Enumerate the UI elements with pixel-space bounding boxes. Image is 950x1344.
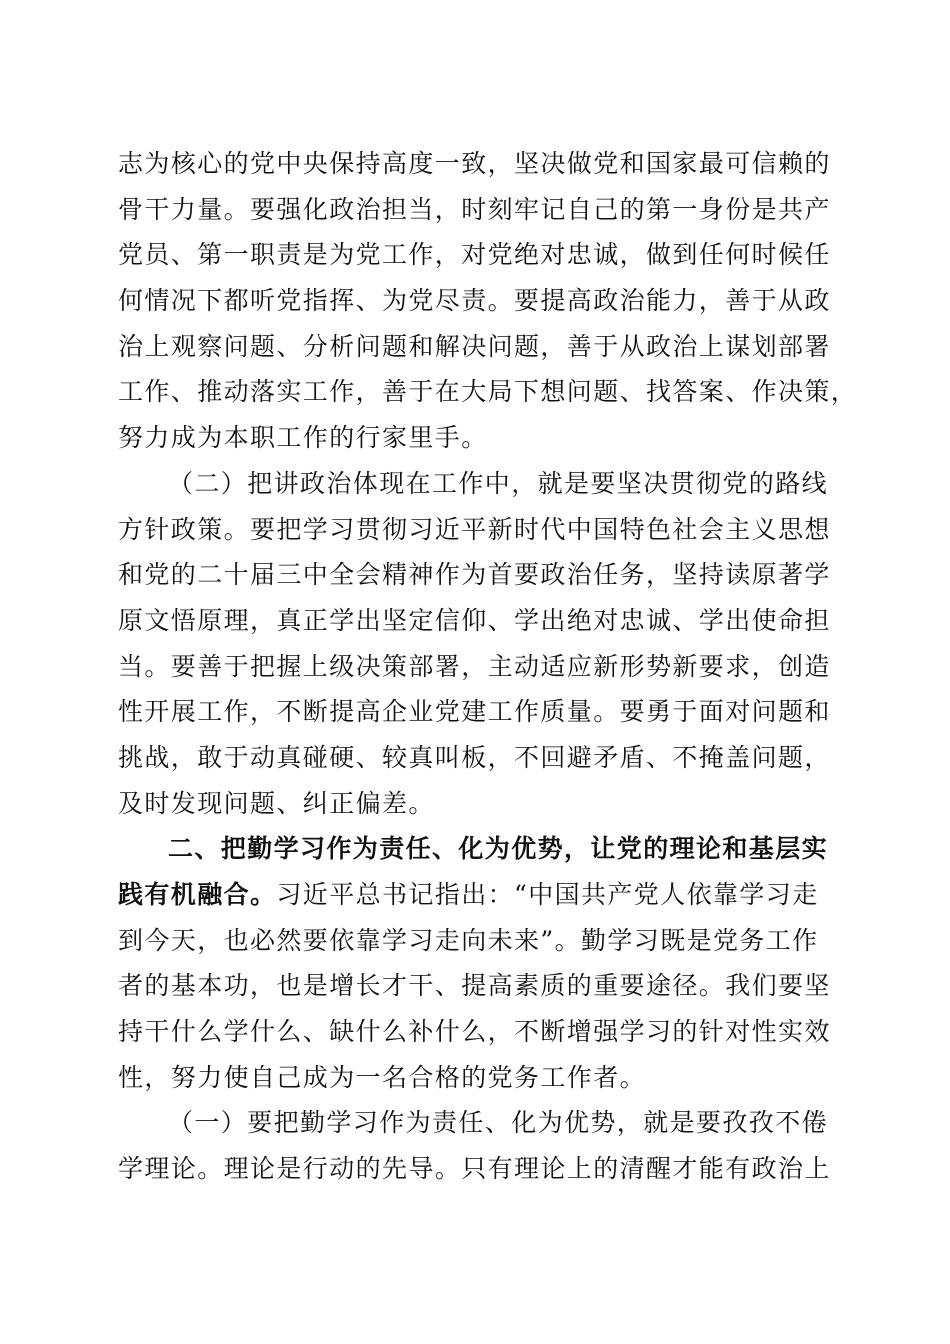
- subsection-heading-line: （一）要把勤学习作为责任、化为优势，就是要孜孜不倦: [168, 1108, 829, 1138]
- text-line: 学理论。理论是行动的先导。只有理论上的清醒才能有政治上: [118, 1154, 831, 1184]
- text-line: 性，努力使自己成为一名合格的党务工作者。: [118, 1062, 647, 1092]
- text-line: 当。要善于把握上级决策部署，主动适应新形势新要求，创造: [118, 651, 831, 681]
- section-heading-text: 践有机融合。: [118, 880, 277, 909]
- text-line: 治上观察问题、分析问题和解决问题，善于从政治上谋划部署: [118, 331, 831, 361]
- subsection-heading-line: （二）把讲政治体现在工作中，就是要坚决贯彻党的路线: [168, 468, 829, 498]
- text-line: 方针政策。要把学习贯彻习近平新时代中国特色社会主义思想: [118, 514, 831, 544]
- text-line: 原文悟原理，真正学出坚定信仰、学出绝对忠诚、学出使命担: [118, 605, 831, 635]
- text-line: 持干什么学什么、缺什么补什么，不断增强学习的针对性实效: [118, 1017, 831, 1047]
- text-line: 志为核心的党中央保持高度一致，坚决做党和国家最可信赖的: [118, 149, 831, 178]
- text-line: 者的基本功，也是增长才干、提高素质的重要途径。我们要坚: [118, 971, 831, 1001]
- section-heading-text: 二、把勤学习作为责任、化为优势，让党的理论和基层实: [168, 834, 829, 864]
- text-line: [118, 872, 830, 918]
- section-heading-line: [118, 826, 830, 872]
- text-line: 性开展工作，不断提高企业党建工作质量。要勇于面对问题和: [118, 697, 831, 727]
- text-line: 到今天，也必然要依靠学习走向未来”。勤学习既是党务工作: [118, 925, 819, 955]
- text-line: 努力成为本职工作的行家里手。: [118, 423, 488, 453]
- body-text: [118, 141, 858, 1192]
- text-line: 党员、第一职责是为党工作，对党绝对忠诚，做到任何时候任: [118, 240, 831, 270]
- text-line: 工作、推动落实工作，善于在大局下想问题、找答案、作决策，: [118, 377, 858, 407]
- text-line: 何情况下都听党指挥、为党尽责。要提高政治能力，善于从政: [118, 286, 831, 316]
- text-line: 及时发现问题、纠正偏差。: [118, 788, 435, 818]
- body-text-span: 习近平总书记指出：“中国共产党人依靠学习走: [276, 880, 819, 909]
- text-line: 骨干力量。要强化政治担当，时刻牢记自己的第一身份是共产: [118, 194, 831, 224]
- text-line: 挑战，敢于动真碰硬、较真叫板，不回避矛盾、不掩盖问题，: [118, 742, 831, 772]
- text-line: 和党的二十届三中全会精神作为首要政治任务，坚持读原著学: [118, 560, 831, 590]
